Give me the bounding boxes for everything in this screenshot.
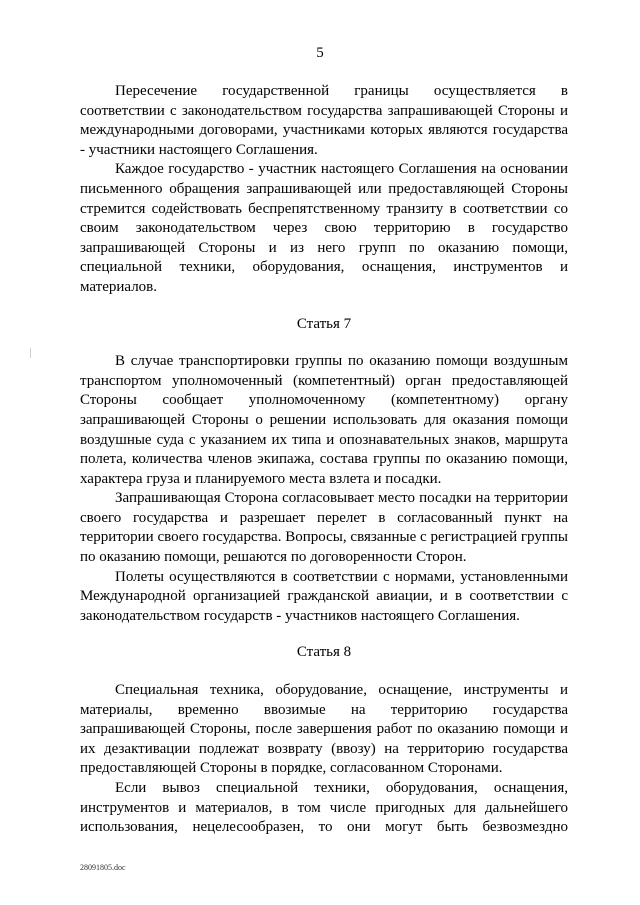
- paragraph-equipment-export: Если вывоз специальной техники, оборудования, оснащения, инструментов и материалов, в том числе пригодных для дальнейшего использования, нецелесообразен, то они могут быть безвозмездно: [80, 780, 568, 836]
- paragraph-flight-norms: Полеты осуществляются в соответствии с нормами, установленными Международной организацией гражданской авиации, и в соответствии с законодательством государств - участников настоящего Соглашения.: [80, 568, 568, 624]
- article-7-heading: Статья 7: [296, 315, 352, 332]
- paragraph-equipment-return: Специальная техника, оборудование, оснащение, инструменты и материалы, временно ввозимые на территорию государства запрашивающей Стороны, после завершения работ по оказанию помощи и их дезактивации подлежат возврату (ввозу) на территорию государства предоставляющей Стороны в порядке, согласованном Сторонами.: [80, 682, 568, 777]
- paragraph-border-crossing: Пересечение государственной границы осуществляется в соответствии с законодательством государства запрашивающей Стороны и международными договорами, участниками которых являются государства - участники настоящего Соглашения.: [80, 83, 568, 158]
- article-8-heading: Статья 8: [296, 644, 352, 661]
- document-body: [80, 82, 568, 838]
- paragraph-transit: Каждое государство - участник настоящего Соглашения на основании письменного обращения запрашивающей или предоставляющей Стороны стремится содействовать беспрепятственному транзиту в соответствии со своим законодательством через свою территорию в государство запрашивающей Стороны и из него групп по оказанию помощи, специальной техники, оборудования, оснащения, инструментов и материалов.: [80, 161, 568, 295]
- paragraph-landing-agreement: Запрашивающая Сторона согласовывает место посадки на территории своего государства и разрешает перелет в согласованный пункт на территории своего государства. Вопросы, связанные с регистрацией группы по оказанию помощи, решаются по договоренности Сторон.: [80, 490, 568, 566]
- paragraph-air-transport: В случае транспортировки группы по оказанию помощи воздушным транспортом уполномоченный (компетентный) орган предоставляющей Стороны сообщает уполномоченному (компетентному) органу запрашивающей Стороны о решении использовать для оказания помощи воздушные суда с указанием их типа и опознавательных знаков, маршрута полета, количества членов экипажа, состава группы по оказанию помощи, характера груза и планируемого места взлета и посадки.: [80, 353, 568, 487]
- margin-mark: [30, 348, 31, 358]
- footer-filename: 28091805.doc: [80, 863, 126, 872]
- page-number: 5: [316, 45, 324, 61]
